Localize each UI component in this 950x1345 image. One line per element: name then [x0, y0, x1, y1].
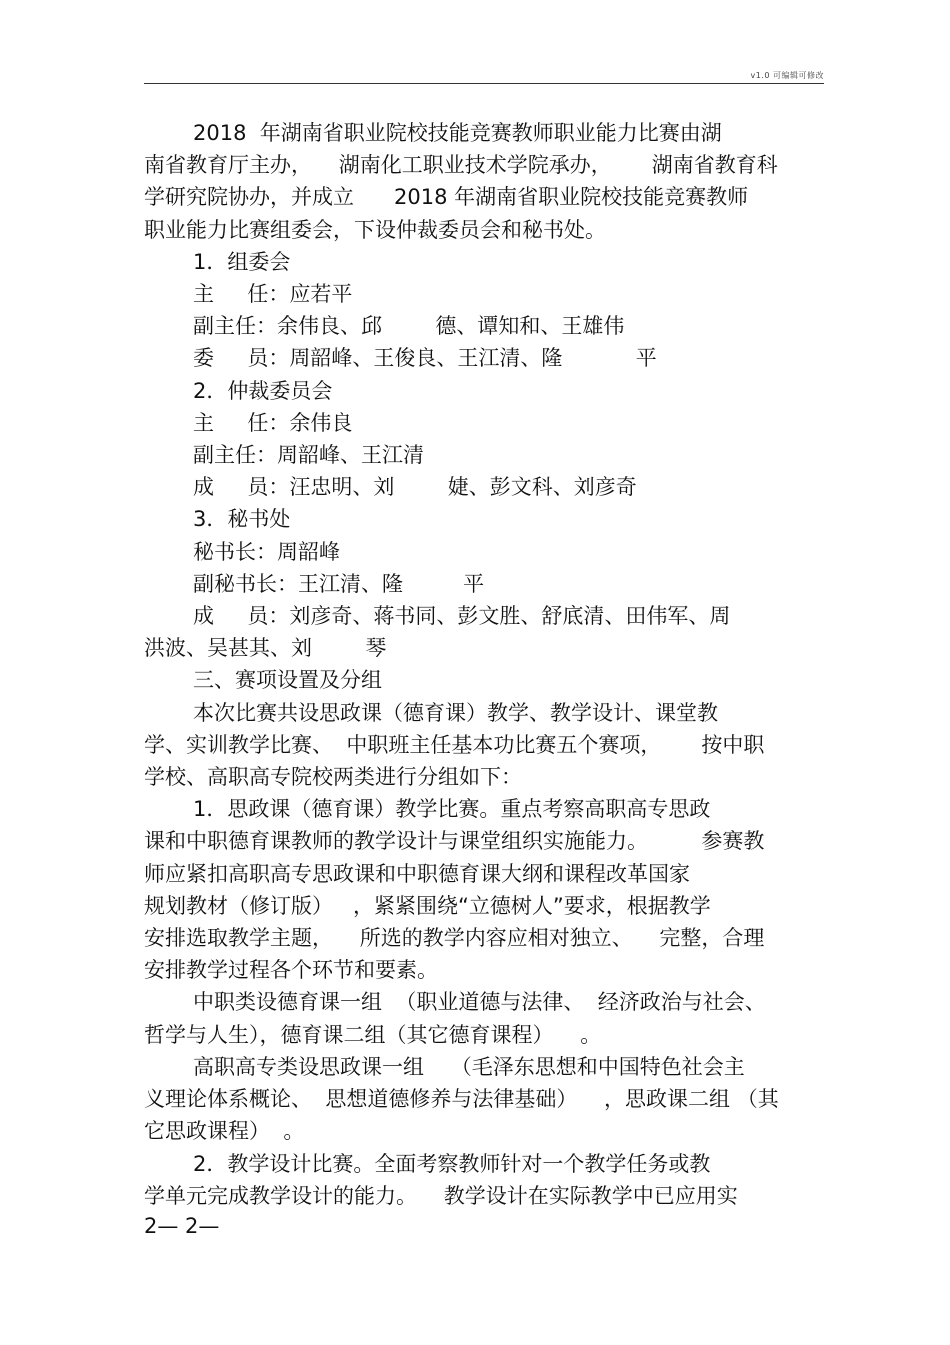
text-line: 学、实训教学比赛、 中职班主任基本功比赛五个赛项， 按中职 — [144, 732, 765, 757]
text-line: 学校、高职高专院校两类进行分组如下： — [144, 765, 522, 790]
document-body — [144, 117, 834, 1212]
text-line: 师应紧扣高职高专思政课和中职德育课大纲和课程改革国家 — [144, 861, 690, 886]
text-line: 2．仲裁委员会 — [193, 378, 333, 403]
text-line: 学单元完成教学设计的能力。 教学设计在实际教学中已应用实 — [144, 1183, 738, 1208]
text-line: 课和中职德育课教师的教学设计与课堂组织实施能力。 参赛教 — [144, 829, 765, 854]
text-line: 3．秘书处 — [193, 507, 291, 532]
text-line: 洪波、吴甚其、刘 琴 — [144, 636, 387, 661]
text-line: 南省教育厅主办， 湖南化工职业技术学院承办， 湖南省教育科 — [144, 153, 778, 178]
text-line: 副秘书长：王江清、隆 平 — [193, 571, 485, 596]
text-line: 职业能力比赛组委会，下设仲裁委员会和秘书处。 — [144, 217, 606, 242]
text-line: 2018 年湖南省职业院校技能竞赛教师职业能力比赛由湖 — [193, 121, 722, 145]
text-line: 1．组委会 — [193, 249, 291, 274]
text-line: 副主任：余伟良、邱 德、谭知和、王雄伟 — [193, 314, 625, 339]
text-line: 规划教材（修订版） ，紧紧围绕“立德树人”要求，根据教学 — [144, 893, 711, 918]
text-line: 主 任：余伟良 — [193, 410, 353, 435]
text-line: 学研究院协办，并成立 2018 年湖南省职业院校技能竞赛教师 — [144, 185, 749, 210]
text-line: 成 员：汪忠明、刘 婕、彭文科、刘彦奇 — [193, 475, 637, 500]
page-number: 2— 2— — [144, 1214, 220, 1238]
text-line: 安排教学过程各个环节和要素。 — [144, 958, 438, 983]
text-line: 1．思政课（德育课）教学比赛。重点考察高职高专思政 — [193, 797, 711, 822]
text-line: 本次比赛共设思政课（德育课）教学、教学设计、课堂教 — [193, 700, 718, 725]
text-line: 2．教学设计比赛。全面考察教师针对一个教学任务或教 — [193, 1151, 711, 1176]
text-line: 它思政课程） 。 — [144, 1119, 305, 1144]
text-line: 成 员：刘彦奇、蒋书同、彭文胜、舒底清、田伟军、周 — [193, 604, 731, 629]
header-version-note: v1.0 可编辑可修改 — [750, 71, 824, 80]
text-line: 委 员：周韶峰、王俊良、王江清、隆 平 — [193, 346, 657, 371]
header-divider — [144, 83, 824, 84]
text-line: 高职高专类设思政课一组 （毛泽东思想和中国特色社会主 — [193, 1054, 745, 1079]
text-line: 中职类设德育课一组 （职业道德与法律、 经济政治与社会、 — [193, 990, 766, 1015]
text-line: 秘书长：周韶峰 — [193, 539, 340, 564]
text-line: 主 任：应若平 — [193, 282, 353, 307]
text-line: 副主任：周韶峰、王江清 — [193, 443, 424, 468]
text-line: 义理论体系概论、 思想道德修养与法律基础） ，思政课二组 （其 — [144, 1087, 779, 1112]
text-line: 三、赛项设置及分组 — [193, 668, 382, 693]
text-line: 哲学与人生），德育课二组（其它德育课程） 。 — [144, 1022, 602, 1047]
text-line: 安排选取教学主题， 所选的教学内容应相对独立、 完整，合理 — [144, 926, 765, 951]
